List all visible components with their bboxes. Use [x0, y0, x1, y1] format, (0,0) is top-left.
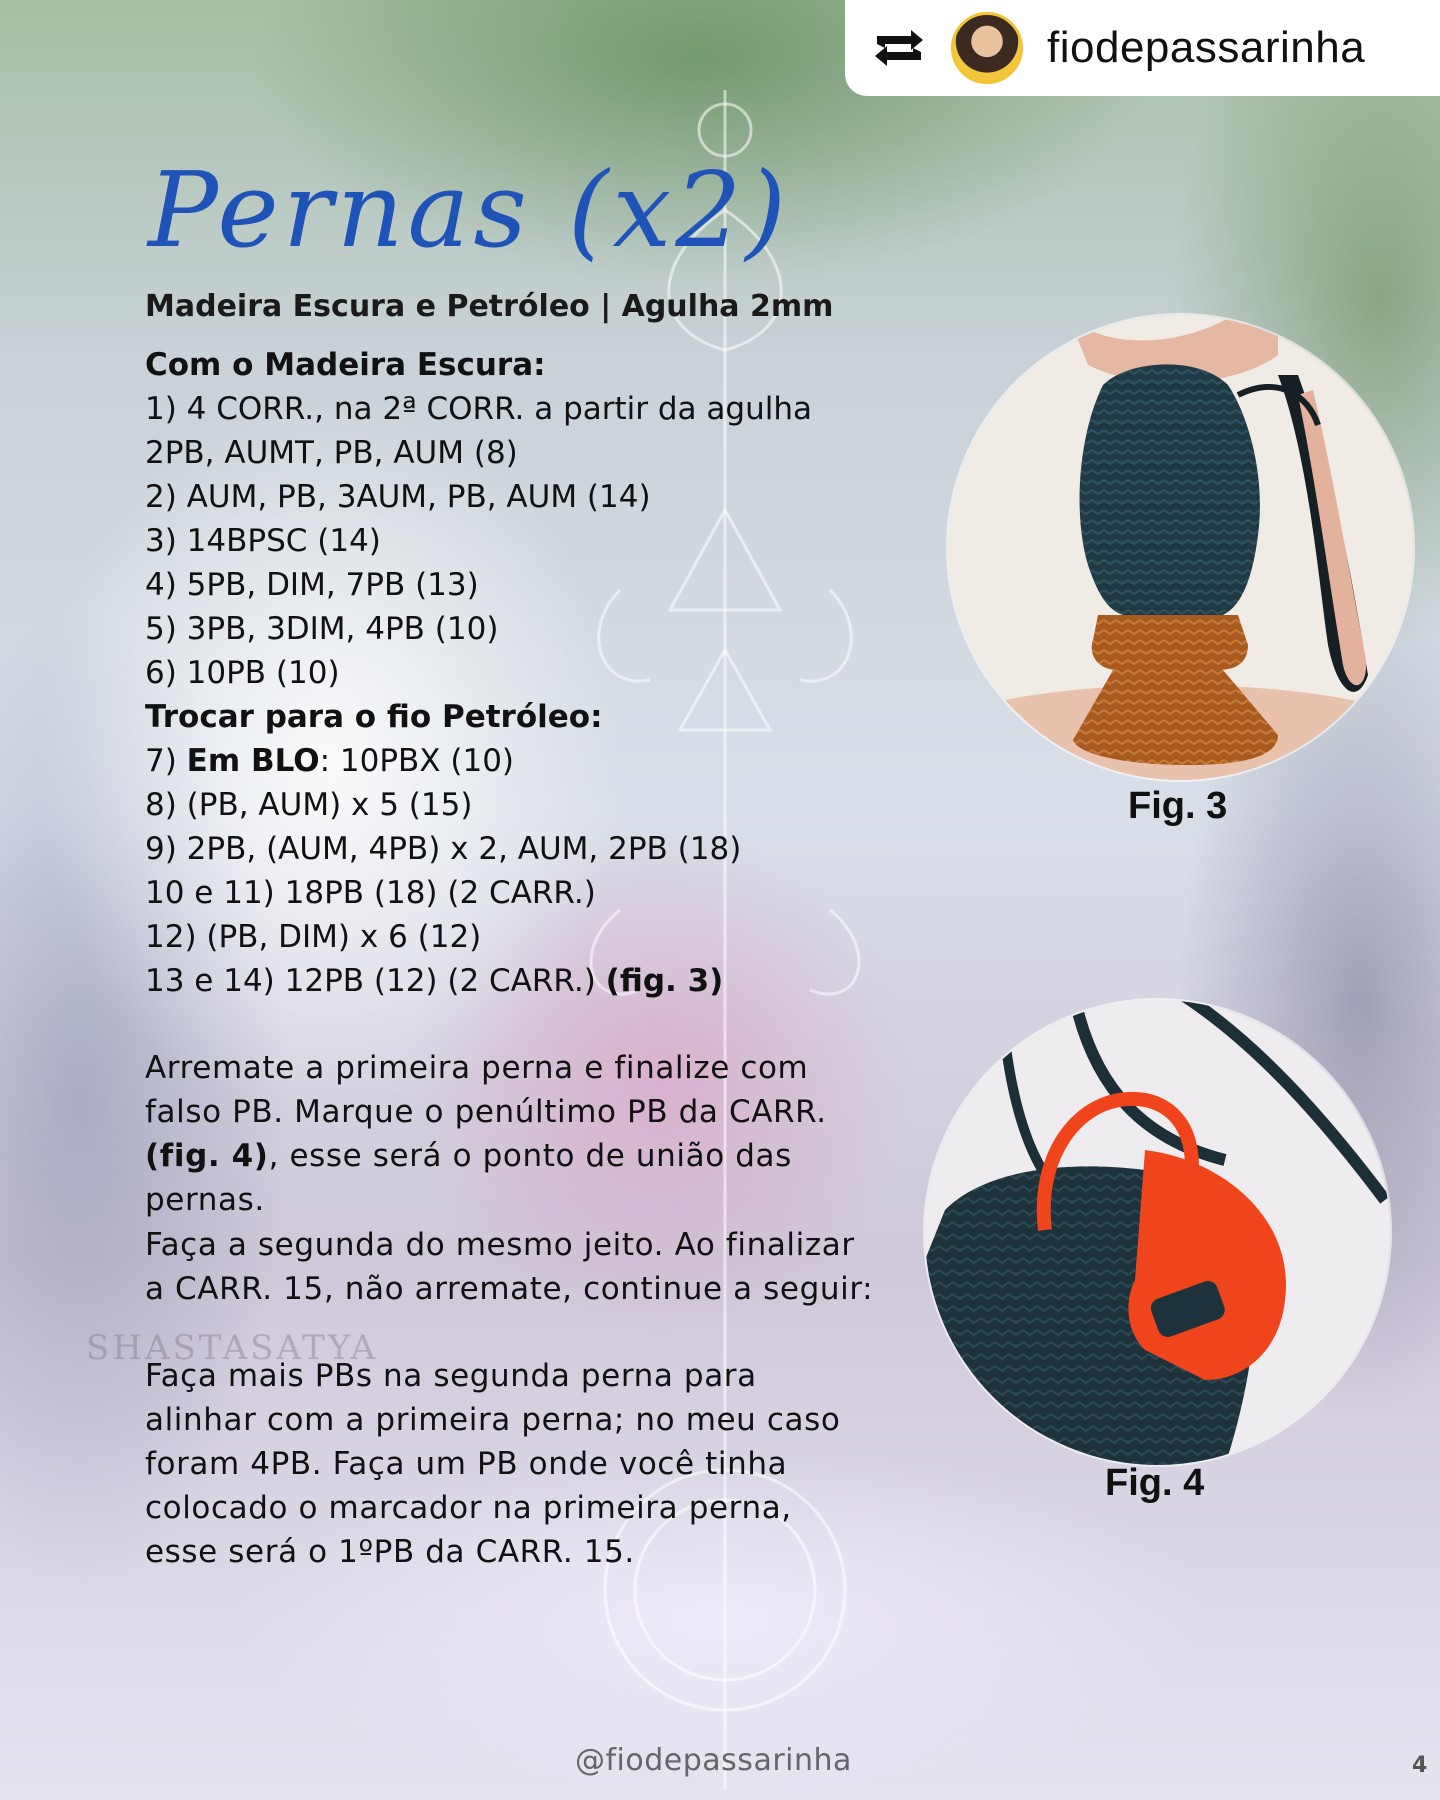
round-10-11: 10 e 11) 18PB (18) (2 CARR.)	[145, 875, 596, 911]
figure-3-photo	[948, 315, 1413, 780]
paragraph3-line5: esse será o 1ºPB da CARR. 15.	[145, 1534, 635, 1570]
section-heading-madeira: Com o Madeira Escura:	[145, 347, 546, 383]
paragraph3-line2: alinhar com a primeira perna; no meu caso	[145, 1402, 841, 1438]
paragraph1-line3	[145, 1134, 935, 1178]
avatar[interactable]	[951, 12, 1023, 84]
round-13-fig-ref: (fig. 3)	[605, 963, 724, 999]
round-2: 2) AUM, PB, 3AUM, PB, AUM (14)	[145, 479, 651, 515]
paragraph-second-leg	[145, 1223, 935, 1311]
figure-4-photo	[925, 1000, 1390, 1465]
repost-username[interactable]: fiodepassarinha	[1047, 23, 1366, 72]
page-title: Pernas (x2)	[148, 149, 790, 271]
paragraph1-line3-rest: , esse será o ponto de união das	[268, 1138, 792, 1174]
paragraph3-line4: colocado o marcador na primeira perna,	[145, 1490, 792, 1526]
round-4: 4) 5PB, DIM, 7PB (13)	[145, 567, 479, 603]
stitch-marker-illustration	[925, 1000, 1390, 1465]
round-5: 5) 3PB, 3DIM, 4PB (10)	[145, 611, 499, 647]
round-13-text: 13 e 14) 12PB (12) (2 CARR.)	[145, 963, 606, 999]
round-12: 12) (PB, DIM) x 6 (12)	[145, 919, 482, 955]
round-7-bold: Em BLO	[186, 743, 320, 779]
materials-subtitle: Madeira Escura e Petróleo | Agulha 2mm	[145, 289, 834, 324]
round-9: 9) 2PB, (AUM, 4PB) x 2, AUM, 2PB (18)	[145, 831, 742, 867]
paragraph1-line1: Arremate a primeira perna e finalize com	[145, 1050, 809, 1086]
paragraph3-line3: foram 4PB. Faça um PB onde você tinha	[145, 1446, 788, 1482]
round-1b: 2PB, AUMT, PB, AUM (8)	[145, 435, 518, 471]
round-7	[145, 739, 925, 783]
paragraph2-line2: a CARR. 15, não arremate, continue a seguir:	[145, 1271, 874, 1307]
fig4-ref: (fig. 4)	[145, 1138, 269, 1174]
background-watermark: SHASTASATYA	[86, 1328, 379, 1368]
repost-icon	[867, 23, 931, 73]
paragraph1-line2: falso PB. Marque o penúltimo PB da CARR.	[145, 1094, 827, 1130]
page-number: 4	[1412, 1753, 1428, 1778]
paragraph1-line4: pernas.	[145, 1182, 265, 1218]
round-7-rest: : 10PBX (10)	[319, 743, 515, 779]
paragraph3-line1: Faça mais PBs na segunda perna para	[145, 1358, 757, 1394]
paragraph-finish-first-leg	[145, 1046, 935, 1222]
figure-4-caption: Fig. 4	[1105, 1462, 1205, 1504]
round-3: 3) 14BPSC (14)	[145, 523, 381, 559]
figure-3-caption: Fig. 3	[1128, 785, 1228, 827]
round-1a: 1) 4 CORR., na 2ª CORR. a partir da agulha	[145, 391, 812, 427]
round-13-14	[145, 959, 925, 1003]
repost-header	[845, 0, 1440, 96]
footer-handle: @fiodepassarinha	[575, 1743, 852, 1778]
round-7-prefix: 7)	[145, 743, 187, 779]
round-8: 8) (PB, AUM) x 5 (15)	[145, 787, 473, 823]
pattern-instructions	[145, 343, 925, 1003]
paragraph2-line1: Faça a segunda do mesmo jeito. Ao finalizar	[145, 1227, 855, 1263]
round-6: 6) 10PB (10)	[145, 655, 340, 691]
section-heading-petroleo: Trocar para o fio Petróleo:	[145, 699, 603, 735]
paragraph-align-legs	[145, 1354, 935, 1574]
crochet-leg-illustration	[948, 315, 1413, 780]
